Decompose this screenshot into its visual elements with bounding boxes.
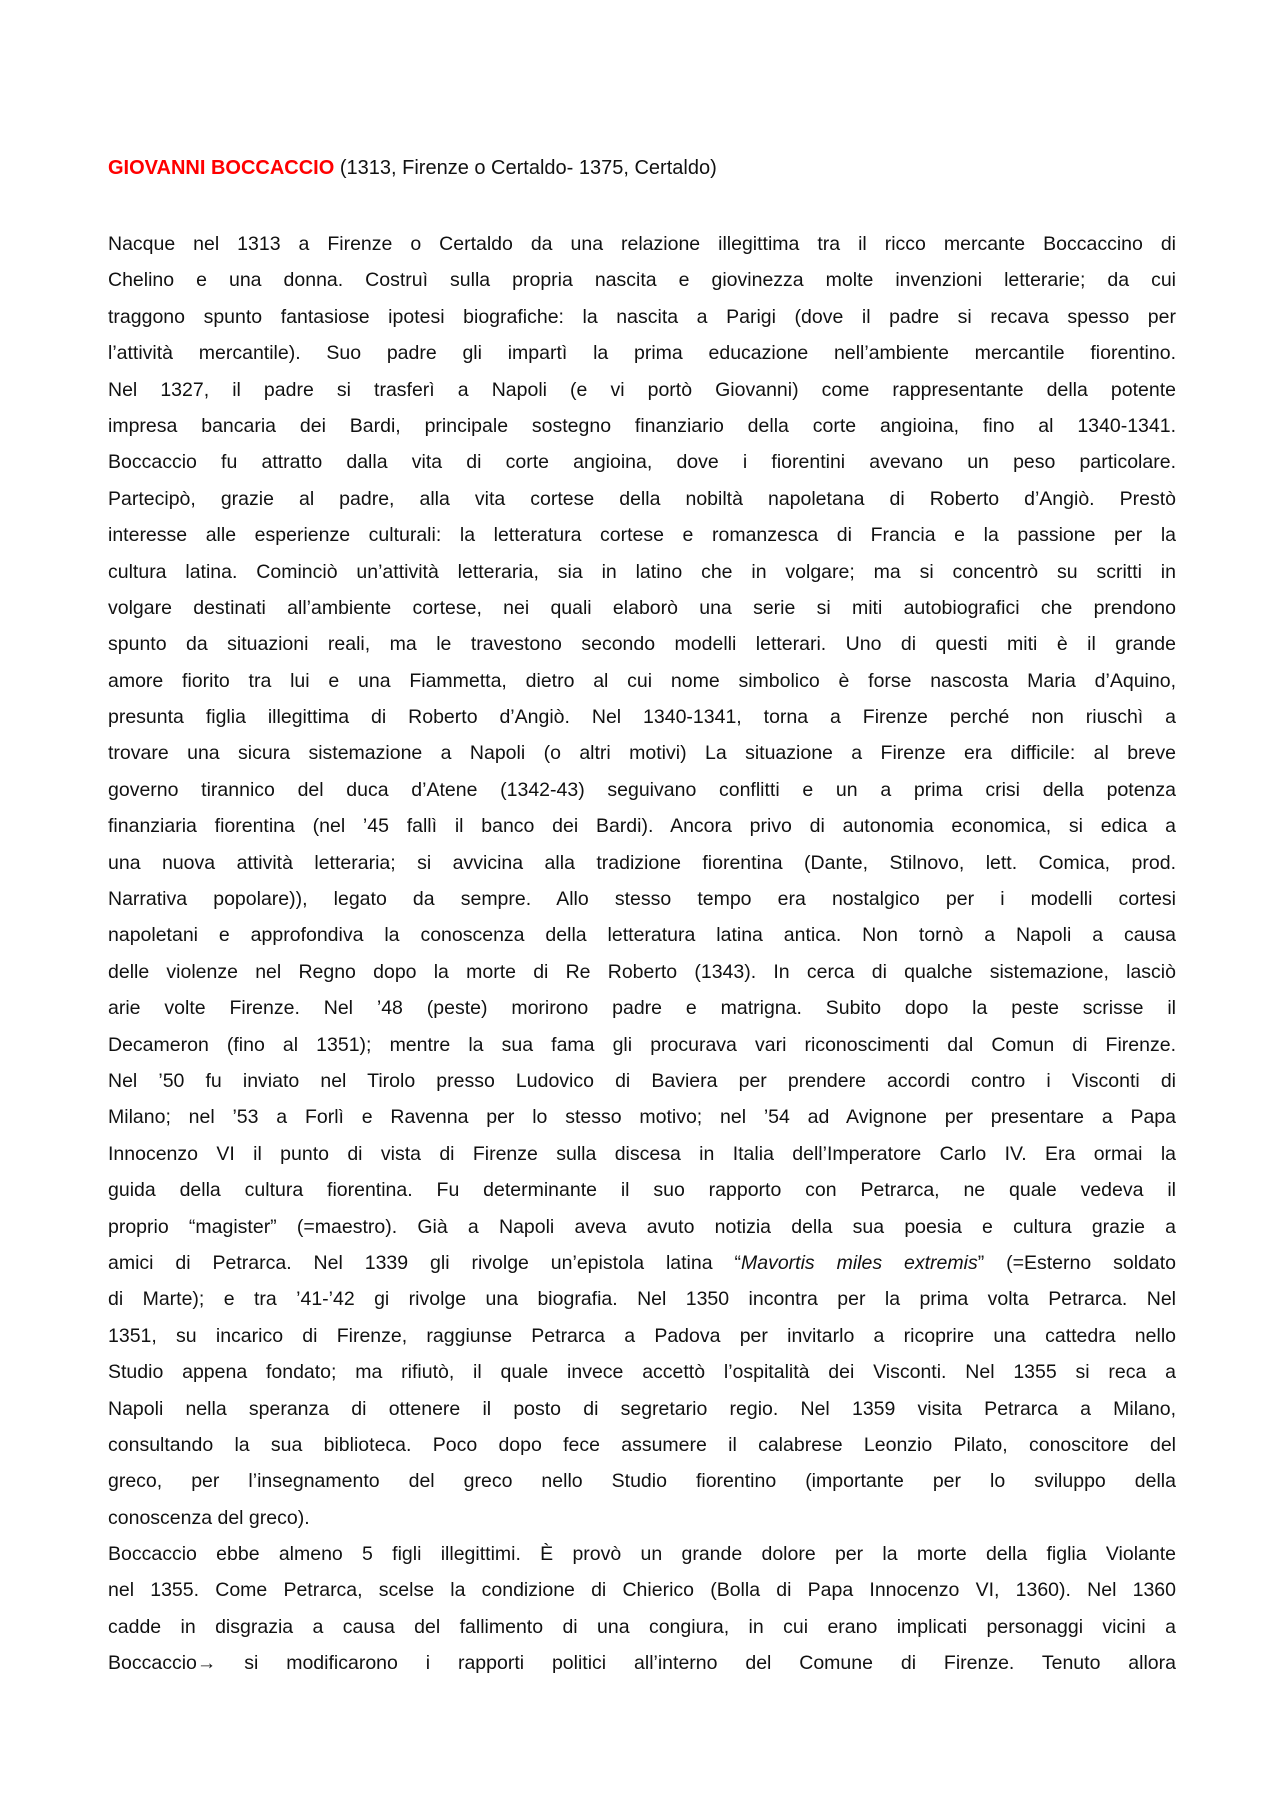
text-line: greco, per l’insegnamento del greco nello Studio fiorentino (importante per lo sviluppo della — [108, 1470, 1176, 1493]
text-line: cadde in disgrazia a causa del fallimento di una congiura, in cui erano implicati personaggi vicini a — [108, 1615, 1176, 1638]
text-line: spunto da situazioni reali, ma le travestono secondo modelli letterari. Uno di questi miti è il grande — [108, 633, 1176, 656]
text-line: Narrativa popolare)), legato da sempre. Allo stesso tempo era nostalgico per i modelli cortesi — [108, 888, 1176, 911]
paragraph-2 — [108, 1536, 1176, 1682]
text-line: guida della cultura fiorentina. Fu determinante il suo rapporto con Petrarca, ne quale vedeva il — [108, 1179, 1176, 1202]
document-heading — [108, 154, 717, 182]
text-line: arie volte Firenze. Nel ’48 (peste) morirono padre e matrigna. Subito dopo la peste scrisse il — [108, 997, 1176, 1020]
text-line: Innocenzo VI il punto di vista di Firenze sulla discesa in Italia dell’Imperatore Carlo IV. Era ormai la — [108, 1142, 1176, 1165]
text-line: trovare una sicura sistemazione a Napoli (o altri motivi) La situazione a Firenze era difficile: al breve — [108, 742, 1176, 765]
text-line: Boccaccio fu attratto dalla vita di corte angioina, dove i fiorentini avevano un peso particolare. — [108, 451, 1176, 474]
text-line: Nel ’50 fu inviato nel Tirolo presso Ludovico di Baviera per prendere accordi contro i Visconti di — [108, 1069, 1176, 1092]
text-line: Napoli nella speranza di ottenere il posto di segretario regio. Nel 1359 visita Petrarca a Milano, — [108, 1397, 1176, 1420]
text-line: proprio “magister” (=maestro). Già a Napoli aveva avuto notizia della sua poesia e cultura grazie a — [108, 1215, 1176, 1238]
text-line: Nacque nel 1313 a Firenze o Certaldo da una relazione illegittima tra il ricco mercante Boccaccino di — [108, 233, 1176, 255]
paragraph-1 — [108, 226, 1176, 1245]
author-dates: (1313, Firenze o Certaldo- 1375, Certaldo) — [334, 157, 717, 179]
text-line: napoletani e approfondiva la conoscenza della letteratura latina antica. Non tornò a Napoli a causa — [108, 924, 1176, 947]
paragraph-1-end — [108, 1281, 1176, 1536]
text-line: l’attività mercantile). Suo padre gli impartì la prima educazione nell’ambiente mercantile fiorentino. — [108, 342, 1176, 365]
document-body — [108, 226, 1176, 1682]
text-line: presunta figlia illegittima di Roberto d’Angiò. Nel 1340-1341, torna a Firenze perché non riuschì a — [108, 706, 1176, 729]
text-line: traggono spunto fantasiose ipotesi biografiche: la nascita a Parigi (dove il padre si recava spesso per — [108, 305, 1176, 328]
text-line: Studio appena fondato; ma rifiutò, il quale invece accettò l’ospitalità dei Visconti. Nel 1355 si reca a — [108, 1361, 1176, 1384]
text-line: Milano; nel ’53 a Forlì e Ravenna per lo stesso motivo; nel ’54 ad Avignone per presentare a Papa — [108, 1106, 1176, 1129]
text-line: finanziaria fiorentina (nel ’45 fallì il banco dei Bardi). Ancora privo di autonomia economica, si edica a — [108, 815, 1176, 838]
text-line: Decameron (fino al 1351); mentre la sua fama gli procurava vari riconoscimenti dal Comun di Firenze. — [108, 1033, 1176, 1056]
text-line: interesse alle esperienze culturali: la letteratura cortese e romanzesca di Francia e la passione per la — [108, 524, 1176, 547]
text-line: Boccaccio ebbe almeno 5 figli illegittimi. È provò un grande dolore per la morte della figlia Violante — [108, 1543, 1176, 1566]
text-line: consultando la sua biblioteca. Poco dopo fece assumere il calabrese Leonzio Pilato, conoscitore del — [108, 1433, 1176, 1456]
author-name: GIOVANNI BOCCACCIO — [108, 157, 335, 179]
text-line: amore fiorito tra lui e una Fiammetta, dietro al cui nome simbolico è forse nascosta Maria d’Aquino, — [108, 669, 1176, 692]
text-segment: ” (=Esterno soldato — [977, 1251, 1176, 1274]
text-line: nel 1355. Come Petrarca, scelse la condizione di Chierico (Bolla di Papa Innocenzo VI, 1360). Nel 1360 — [108, 1579, 1176, 1602]
text-line: volgare destinati all’ambiente cortese, nei quali elaborò una serie si miti autobiografici che prendono — [108, 596, 1176, 619]
text-line: delle violenze nel Regno dopo la morte di Re Roberto (1343). In cerca di qualche sistemazione, lasciò — [108, 960, 1176, 983]
text-line: una nuova attività letteraria; si avvicina alla tradizione fiorentina (Dante, Stilnovo, lett. Comica, prod. — [108, 851, 1176, 874]
text-line — [108, 1245, 1176, 1281]
latin-title: Mavortis miles extremis — [741, 1251, 978, 1274]
text-line: Chelino e una donna. Costruì sulla propria nascita e giovinezza molte invenzioni letterarie; da cui — [108, 269, 1176, 292]
text-line: Nel 1327, il padre si trasferì a Napoli (e vi portò Giovanni) come rappresentante della potente — [108, 378, 1176, 401]
text-line: di Marte); e tra ’41-’42 gi rivolge una biografia. Nel 1350 incontra per la prima volta Petrarca. Nel — [108, 1288, 1176, 1311]
text-line: cultura latina. Cominciò un’attività letteraria, sia in latino che in volgare; ma si concentrò su scritti in — [108, 560, 1176, 583]
text-line: conoscenza del greco). — [108, 1506, 310, 1529]
text-line: governo tirannico del duca d’Atene (1342-43) seguivano conflitti e un a prima crisi della potenza — [108, 778, 1176, 801]
text-segment: amici di Petrarca. Nel 1339 gli rivolge un’epistola latina “ — [108, 1251, 741, 1274]
text-line: Boccaccio→ si modificarono i rapporti politici all’interno del Comune di Firenze. Tenuto allora — [108, 1652, 1176, 1675]
text-line: impresa bancaria dei Bardi, principale sostegno finanziario della corte angioina, fino al 1340-1341. — [108, 414, 1176, 437]
text-line: 1351, su incarico di Firenze, raggiunse Petrarca a Padova per invitarlo a ricoprire una cattedra nello — [108, 1324, 1176, 1347]
text-line: Partecipò, grazie al padre, alla vita cortese della nobiltà napoletana di Roberto d’Angiò. Prestò — [108, 487, 1176, 510]
